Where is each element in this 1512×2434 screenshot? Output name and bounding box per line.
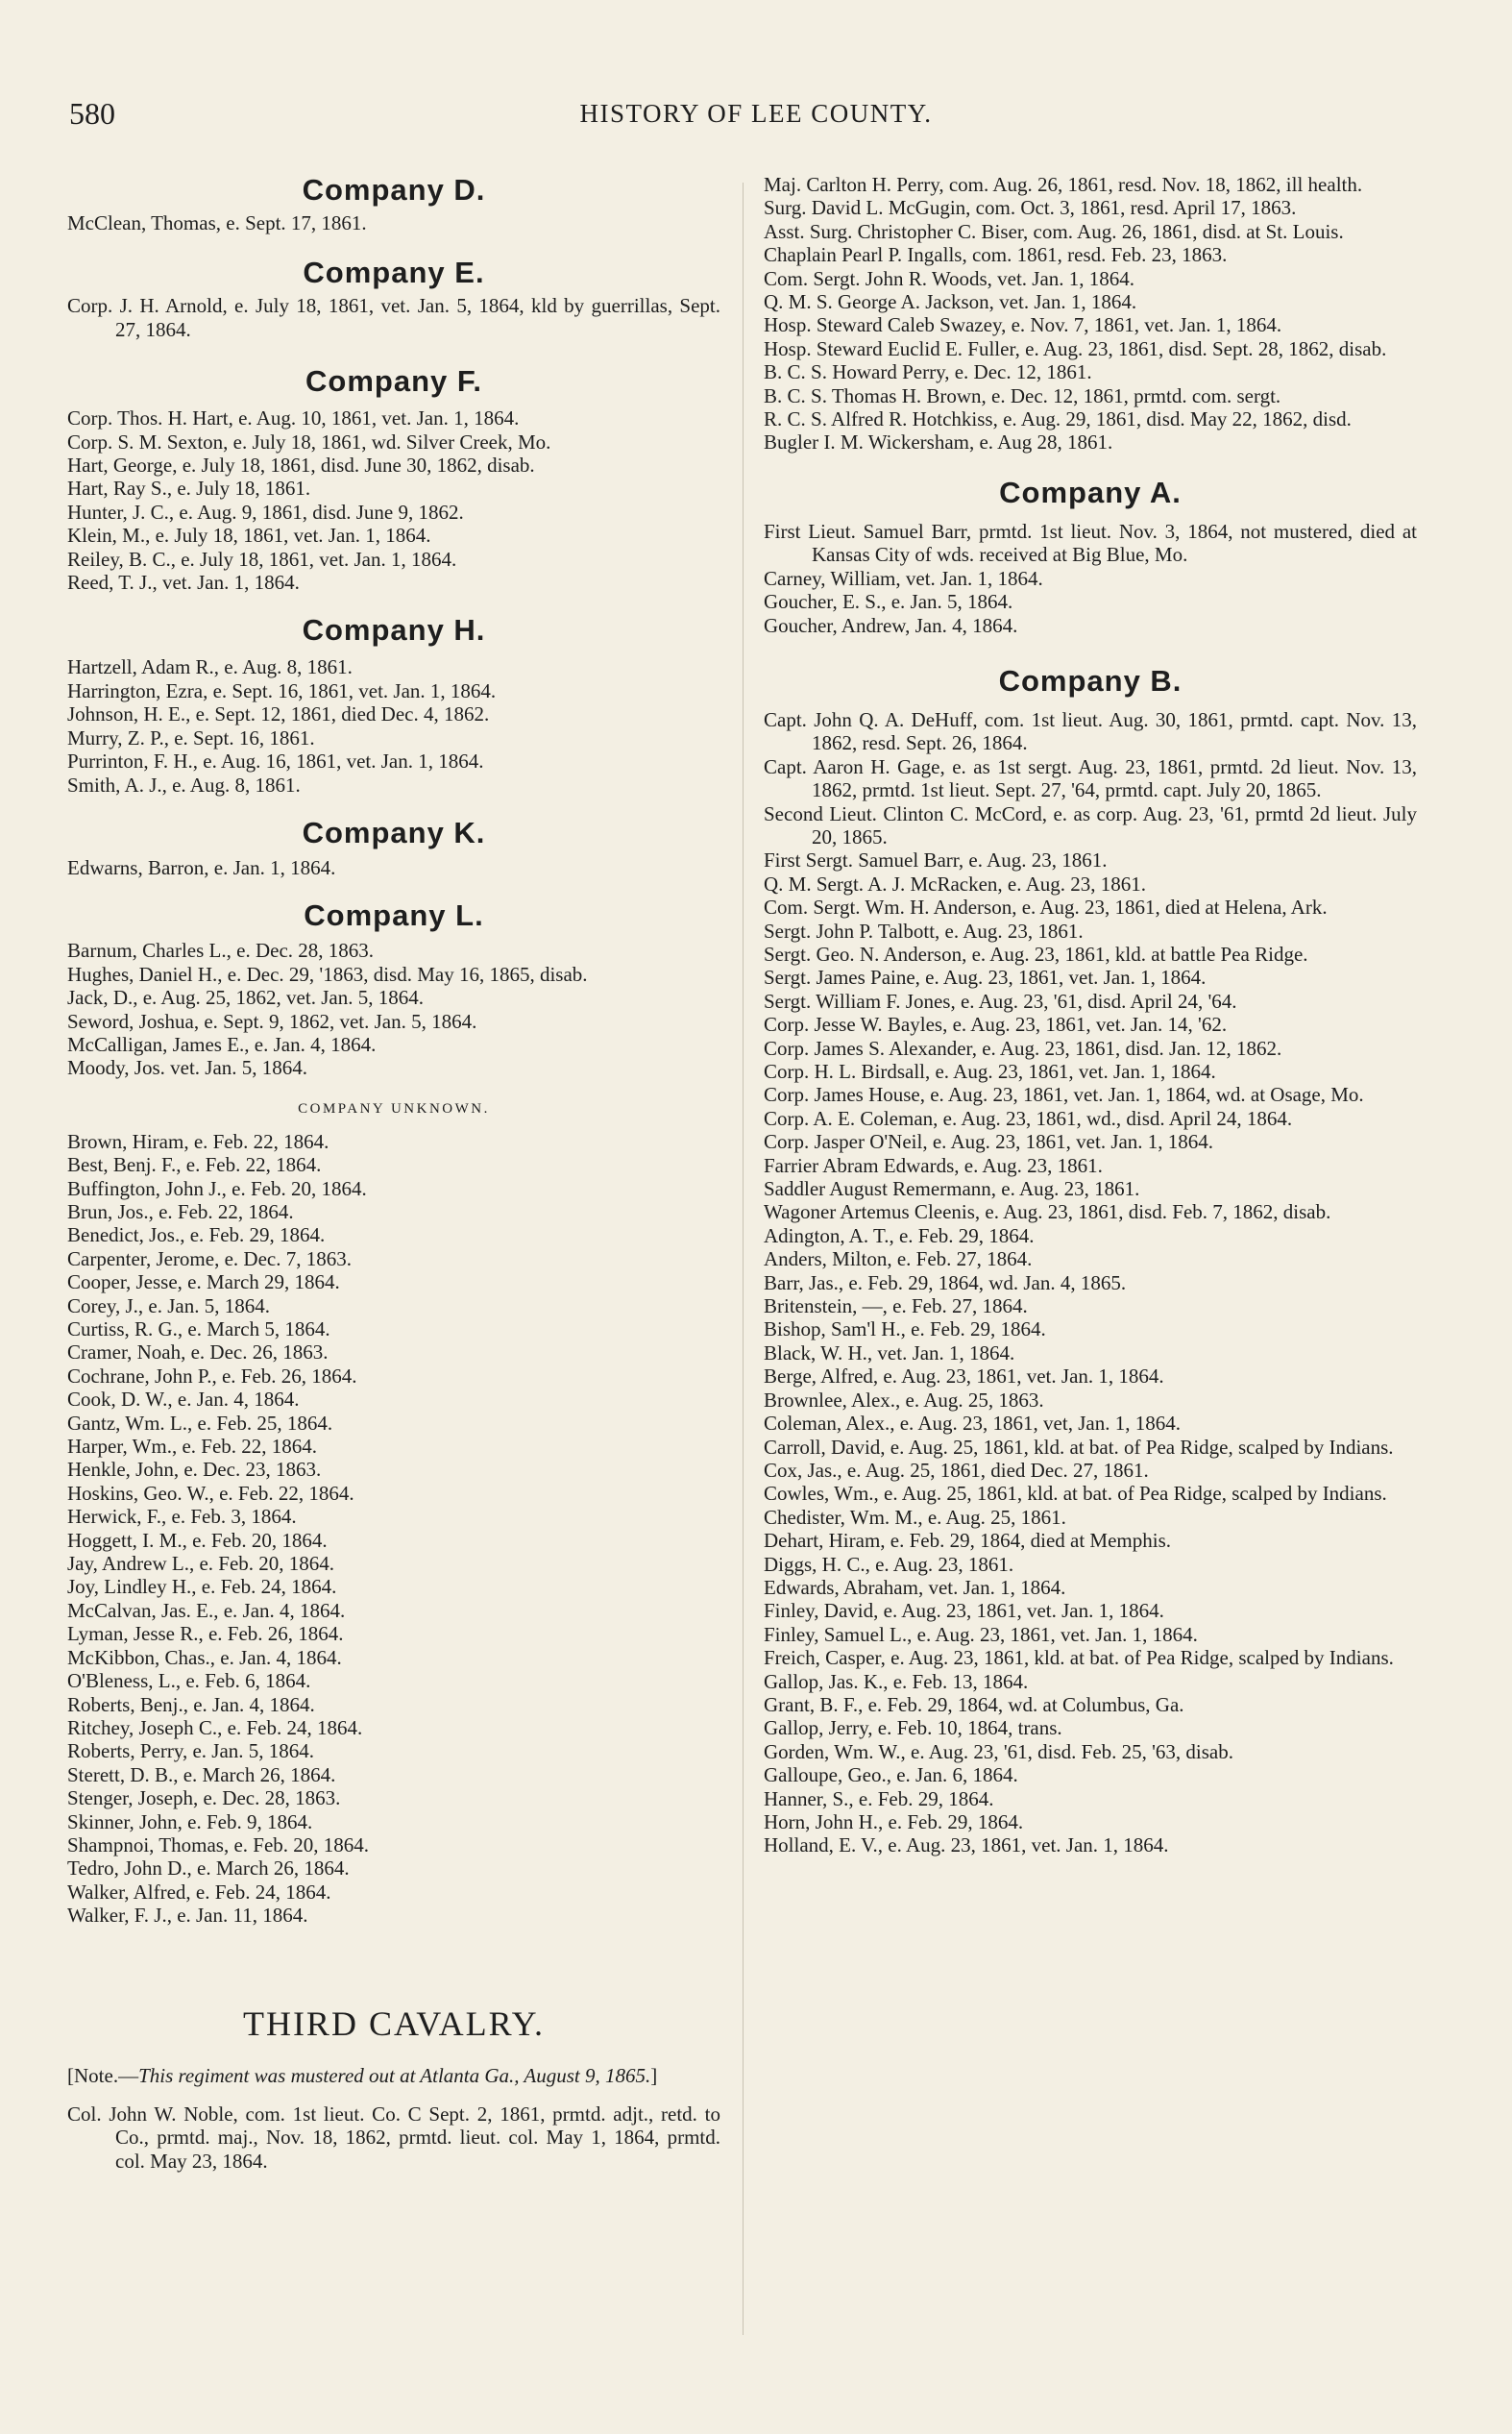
roster-entry: Berge, Alfred, e. Aug. 23, 1861, vet. Jan. 1, 1864. bbox=[764, 1365, 1164, 1389]
right-column bbox=[764, 171, 1417, 1857]
roster-entry: Q. M. S. George A. Jackson, vet. Jan. 1, 1864. bbox=[764, 290, 1137, 314]
company-e-list bbox=[67, 294, 720, 341]
note-text: This regiment was mustered out at Atlanta Ga., August 9, 1865. bbox=[138, 2063, 651, 2087]
roster-entry: Curtiss, R. G., e. March 5, 1864. bbox=[67, 1317, 330, 1340]
roster-entry: Finley, David, e. Aug. 23, 1861, vet. Jan. 1, 1864. bbox=[764, 1599, 1164, 1623]
roster-entry: Corp. Thos. H. Hart, e. Aug. 10, 1861, vet. Jan. 1, 1864. bbox=[67, 406, 520, 430]
roster-entry: Com. Sergt. Wm. H. Anderson, e. Aug. 23, 1861, died at Helena, Ark. bbox=[764, 896, 1328, 920]
roster-entry: Cox, Jas., e. Aug. 25, 1861, died Dec. 27, 1861. bbox=[764, 1458, 1149, 1482]
roster-entry: Edwarns, Barron, e. Jan. 1, 1864. bbox=[67, 855, 336, 879]
section-heading-company-unknown: COMPANY UNKNOWN. bbox=[298, 1100, 490, 1117]
roster-entry: Horn, John H., e. Feb. 29, 1864. bbox=[764, 1810, 1024, 1833]
roster-entry: Galloupe, Geo., e. Jan. 6, 1864. bbox=[764, 1763, 1018, 1787]
roster-entry: Hosp. Steward Euclid E. Fuller, e. Aug. 23, 1861, disd. Sept. 28, 1862, disab. bbox=[764, 336, 1387, 360]
roster-entry: Q. M. Sergt. A. J. McRacken, e. Aug. 23, 1861. bbox=[764, 872, 1147, 896]
section-heading-company-k: Company K. bbox=[302, 815, 486, 849]
roster-entry: Cowles, Wm., e. Aug. 25, 1861, kld. at bat. of Pea Ridge, scalped by Indians. bbox=[764, 1482, 1387, 1506]
roster-entry: Murry, Z. P., e. Sept. 16, 1861. bbox=[67, 725, 315, 750]
roster-entry: Sterett, D. B., e. March 26, 1864. bbox=[67, 1762, 336, 1786]
roster-entry: Corp. A. E. Coleman, e. Aug. 23, 1861, wd., disd. April 24, 1864. bbox=[764, 1106, 1293, 1130]
roster-entry: Best, Benj. F., e. Feb. 22, 1864. bbox=[67, 1153, 322, 1177]
roster-entry: Brownlee, Alex., e. Aug. 25, 1863. bbox=[764, 1388, 1044, 1412]
roster-entry: Hoskins, Geo. W., e. Feb. 22, 1864. bbox=[67, 1481, 354, 1505]
roster-entry: Wagoner Artemus Cleenis, e. Aug. 23, 1861, disd. Feb. 7, 1862, disab. bbox=[764, 1200, 1331, 1224]
section-heading-company-d: Company D. bbox=[302, 173, 486, 207]
roster-entry: Corp. James S. Alexander, e. Aug. 23, 1861, disd. Jan. 12, 1862. bbox=[764, 1036, 1282, 1060]
roster-entry: McKibbon, Chas., e. Jan. 4, 1864. bbox=[67, 1645, 342, 1669]
roster-entry: Corey, J., e. Jan. 5, 1864. bbox=[67, 1293, 270, 1317]
roster-entry: Reed, T. J., vet. Jan. 1, 1864. bbox=[67, 571, 300, 595]
roster-entry: Com. Sergt. John R. Woods, vet. Jan. 1, 1864. bbox=[764, 266, 1135, 290]
roster-entry: Johnson, H. E., e. Sept. 12, 1861, died Dec. 4, 1862. bbox=[67, 702, 490, 726]
section-heading-company-e: Company E. bbox=[303, 256, 485, 290]
roster-entry: Dehart, Hiram, e. Feb. 29, 1864, died at Memphis. bbox=[764, 1529, 1171, 1553]
roster-entry: Corp. Jesse W. Bayles, e. Aug. 23, 1861, vet. Jan. 14, '62. bbox=[764, 1013, 1228, 1037]
roster-entry: Hoggett, I. M., e. Feb. 20, 1864. bbox=[67, 1528, 328, 1552]
roster-entry: Surg. David L. McGugin, com. Oct. 3, 1861, resd. April 17, 1863. bbox=[764, 196, 1297, 220]
roster-entry: Reiley, B. C., e. July 18, 1861, vet. Jan. 1, 1864. bbox=[67, 547, 457, 571]
roster-entry: Cochrane, John P., e. Feb. 26, 1864. bbox=[67, 1364, 357, 1388]
note-suffix: ] bbox=[650, 2063, 658, 2087]
roster-entry: Holland, E. V., e. Aug. 23, 1861, vet. Jan. 1, 1864. bbox=[764, 1833, 1169, 1857]
roster-entry: B. C. S. Thomas H. Brown, e. Dec. 12, 1861, prmtd. com. sergt. bbox=[764, 383, 1281, 407]
roster-entry: Sergt. James Paine, e. Aug. 23, 1861, vet. Jan. 1, 1864. bbox=[764, 966, 1207, 990]
roster-entry: Chaplain Pearl P. Ingalls, com. 1861, resd. Feb. 23, 1863. bbox=[764, 243, 1228, 267]
roster-entry: McCalvan, Jas. E., e. Jan. 4, 1864. bbox=[67, 1598, 346, 1622]
roster-entry: Coleman, Alex., e. Aug. 23, 1861, vet, Jan. 1, 1864. bbox=[764, 1412, 1181, 1436]
roster-entry: Edwards, Abraham, vet. Jan. 1, 1864. bbox=[764, 1575, 1066, 1599]
roster-entry: Corp. H. L. Birdsall, e. Aug. 23, 1861, vet. Jan. 1, 1864. bbox=[764, 1060, 1216, 1083]
roster-entry: Corp. Jasper O'Neil, e. Aug. 23, 1861, vet. Jan. 1, 1864. bbox=[764, 1130, 1214, 1154]
roster-entry: Anders, Milton, e. Feb. 27, 1864. bbox=[764, 1247, 1033, 1271]
roster-entry: Benedict, Jos., e. Feb. 29, 1864. bbox=[67, 1223, 326, 1247]
roster-entry: Seword, Joshua, e. Sept. 9, 1862, vet. Jan. 5, 1864. bbox=[67, 1009, 477, 1033]
roster-entry: Harrington, Ezra, e. Sept. 16, 1861, vet. Jan. 1, 1864. bbox=[67, 678, 497, 702]
section-heading-company-h: Company H. bbox=[302, 613, 486, 648]
third-cavalry-list bbox=[67, 2102, 720, 2173]
roster-entry: O'Bleness, L., e. Feb. 6, 1864. bbox=[67, 1669, 311, 1693]
roster-entry: Hosp. Steward Caleb Swazey, e. Nov. 7, 1861, vet. Jan. 1, 1864. bbox=[764, 313, 1282, 337]
roster-entry: Joy, Lindley H., e. Feb. 24, 1864. bbox=[67, 1575, 337, 1599]
roster-entry: Hunter, J. C., e. Aug. 9, 1861, disd. June 9, 1862. bbox=[67, 500, 464, 524]
section-heading-company-a: Company A. bbox=[999, 475, 1182, 509]
roster-entry: Second Lieut. Clinton C. McCord, e. as corp. Aug. 23, '61, prmtd 2d lieut. July 20, 1865. bbox=[764, 801, 1417, 848]
roster-entry: Corp. S. M. Sexton, e. July 18, 1861, wd. Silver Creek, Mo. bbox=[67, 430, 551, 454]
roster-entry: Cook, D. W., e. Jan. 4, 1864. bbox=[67, 1388, 300, 1412]
roster-entry: Black, W. H., vet. Jan. 1, 1864. bbox=[764, 1340, 1015, 1365]
roster-entry: Carpenter, Jerome, e. Dec. 7, 1863. bbox=[67, 1246, 352, 1270]
roster-entry: Gorden, Wm. W., e. Aug. 23, '61, disd. Feb. 25, '63, disab. bbox=[764, 1739, 1233, 1763]
roster-entry: R. C. S. Alfred R. Hotchkiss, e. Aug. 29, 1861, disd. May 22, 1862, disd. bbox=[764, 407, 1352, 431]
roster-entry: McClean, Thomas, e. Sept. 17, 1861. bbox=[67, 211, 367, 234]
roster-entry: Farrier Abram Edwards, e. Aug. 23, 1861. bbox=[764, 1153, 1103, 1177]
page-header bbox=[69, 96, 1443, 135]
roster-entry: Klein, M., e. July 18, 1861, vet. Jan. 1, 1864. bbox=[67, 524, 431, 548]
company-k-list bbox=[67, 856, 720, 879]
roster-entry: McCalligan, James E., e. Jan. 4, 1864. bbox=[67, 1032, 377, 1056]
roster-entry: Capt. John Q. A. DeHuff, com. 1st lieut. Aug. 30, 1861, prmtd. capt. Nov. 13, 1862, resd. Sept. 26, 1864. bbox=[764, 707, 1417, 755]
roster-entry: B. C. S. Howard Perry, e. Dec. 12, 1861. bbox=[764, 360, 1092, 384]
roster-entry: Purrinton, F. H., e. Aug. 16, 1861, vet. Jan. 1, 1864. bbox=[67, 750, 484, 774]
roster-entry: Buffington, John J., e. Feb. 20, 1864. bbox=[67, 1176, 367, 1200]
roster-entry: Corp. James House, e. Aug. 23, 1861, vet. Jan. 1, 1864, wd. at Osage, Mo. bbox=[764, 1083, 1364, 1107]
roster-entry: Asst. Surg. Christopher C. Biser, com. Aug. 26, 1861, disd. at St. Louis. bbox=[764, 219, 1344, 243]
roster-entry: Hart, Ray S., e. July 18, 1861. bbox=[67, 477, 311, 501]
roster-entry: Sergt. Geo. N. Anderson, e. Aug. 23, 1861, kld. at battle Pea Ridge. bbox=[764, 942, 1308, 966]
roster-entry: Walker, Alfred, e. Feb. 24, 1864. bbox=[67, 1880, 331, 1904]
company-d-list bbox=[67, 211, 720, 234]
roster-entry: Hanner, S., e. Feb. 29, 1864. bbox=[764, 1786, 994, 1810]
roster-entry: Diggs, H. C., e. Aug. 23, 1861. bbox=[764, 1552, 1014, 1576]
running-title: HISTORY OF LEE COUNTY. bbox=[579, 99, 933, 128]
roster-entry: Hartzell, Adam R., e. Aug. 8, 1861. bbox=[67, 655, 353, 679]
roster-entry: Brown, Hiram, e. Feb. 22, 1864. bbox=[67, 1129, 329, 1153]
roster-entry: Roberts, Benj., e. Jan. 4, 1864. bbox=[67, 1692, 315, 1716]
roster-entry: Carney, William, vet. Jan. 1, 1864. bbox=[764, 566, 1043, 590]
roster-entry: Henkle, John, e. Dec. 23, 1863. bbox=[67, 1458, 322, 1482]
roster-entry: Cramer, Noah, e. Dec. 26, 1863. bbox=[67, 1340, 329, 1365]
roster-entry: Stenger, Joseph, e. Dec. 28, 1863. bbox=[67, 1786, 341, 1810]
company-b-list bbox=[764, 708, 1417, 1857]
roster-entry: Jay, Andrew L., e. Feb. 20, 1864. bbox=[67, 1552, 335, 1576]
roster-entry: First Lieut. Samuel Barr, prmtd. 1st lieut. Nov. 3, 1864, not mustered, died at Kansas City of wds. received at Big Blue, Mo. bbox=[764, 519, 1417, 567]
roster-entry: Smith, A. J., e. Aug. 8, 1861. bbox=[67, 773, 301, 797]
roster-entry: Capt. Aaron H. Gage, e. as 1st sergt. Aug. 23, 1861, prmtd. 2d lieut. Nov. 13, 1862, prmtd. 1st lieut. Sept. 27, '64, prmtd. capt. July 20, 1865. bbox=[764, 754, 1417, 802]
roster-entry: Bugler I. M. Wickersham, e. Aug 28, 1861. bbox=[764, 430, 1113, 455]
roster-entry: Grant, B. F., e. Feb. 29, 1864, wd. at Columbus, Ga. bbox=[764, 1692, 1184, 1716]
roster-entry: Col. John W. Noble, com. 1st lieut. Co. C Sept. 2, 1861, prmtd. adjt., retd. to Co., prmtd. maj., Nov. 18, 1862, prmtd. lieut. col. May 1, 1864, prmtd. col. May 23, 1864. bbox=[67, 2102, 720, 2173]
roster-entry: Saddler August Remermann, e. Aug. 23, 1861. bbox=[764, 1177, 1140, 1201]
roster-entry: Cooper, Jesse, e. March 29, 1864. bbox=[67, 1270, 340, 1294]
roster-entry: Gallop, Jas. K., e. Feb. 13, 1864. bbox=[764, 1669, 1029, 1693]
note-prefix: [Note.— bbox=[67, 2063, 139, 2087]
roster-entry: Finley, Samuel L., e. Aug. 23, 1861, vet. Jan. 1, 1864. bbox=[764, 1622, 1198, 1646]
company-f-list bbox=[67, 406, 720, 594]
roster-entry: Herwick, F., e. Feb. 3, 1864. bbox=[67, 1505, 297, 1529]
regiment-note bbox=[67, 2064, 720, 2087]
roster-entry: Barr, Jas., e. Feb. 29, 1864, wd. Jan. 4, 1865. bbox=[764, 1270, 1127, 1294]
roster-entry: Tedro, John D., e. March 26, 1864. bbox=[67, 1856, 350, 1881]
roster-entry: Shampnoi, Thomas, e. Feb. 20, 1864. bbox=[67, 1832, 370, 1856]
roster-entry: Walker, F. J., e. Jan. 11, 1864. bbox=[67, 1904, 308, 1928]
roster-entry: Freich, Casper, e. Aug. 23, 1861, kld. at bat. of Pea Ridge, scalped by Indians. bbox=[764, 1646, 1394, 1670]
roster-entry: Chedister, Wm. M., e. Aug. 25, 1861. bbox=[764, 1505, 1066, 1529]
company-l-list bbox=[67, 939, 720, 1079]
roster-entry: Lyman, Jesse R., e. Feb. 26, 1864. bbox=[67, 1622, 344, 1646]
column-divider bbox=[743, 183, 744, 2335]
roster-entry: Sergt. John P. Talbott, e. Aug. 23, 1861. bbox=[764, 919, 1084, 943]
page-number: 580 bbox=[69, 96, 115, 131]
company-a-list bbox=[764, 520, 1417, 637]
roster-entry: Barnum, Charles L., e. Dec. 28, 1863. bbox=[67, 939, 375, 963]
roster-entry: Ritchey, Joseph C., e. Feb. 24, 1864. bbox=[67, 1715, 363, 1739]
roster-entry: Hughes, Daniel H., e. Dec. 29, '1863, disd. May 16, 1865, disab. bbox=[67, 962, 588, 986]
section-heading-third-cavalry: THIRD CAVALRY. bbox=[242, 2004, 546, 2043]
roster-entry: Goucher, Andrew, Jan. 4, 1864. bbox=[764, 613, 1018, 637]
roster-entry: Britenstein, —, e. Feb. 27, 1864. bbox=[764, 1294, 1028, 1318]
section-heading-company-f: Company F. bbox=[305, 364, 482, 399]
company-unknown-list bbox=[67, 1130, 720, 1928]
roster-entry: Maj. Carlton H. Perry, com. Aug. 26, 1861, resd. Nov. 18, 1862, ill health. bbox=[764, 173, 1363, 196]
company-h-list bbox=[67, 655, 720, 796]
roster-entry: Carroll, David, e. Aug. 25, 1861, kld. at bat. of Pea Ridge, scalped by Indians. bbox=[764, 1435, 1394, 1459]
section-heading-company-b: Company B. bbox=[998, 663, 1183, 698]
roster-entry: Hart, George, e. July 18, 1861, disd. June 30, 1862, disab. bbox=[67, 454, 535, 478]
staff-list bbox=[764, 173, 1417, 455]
roster-entry: Brun, Jos., e. Feb. 22, 1864. bbox=[67, 1199, 294, 1223]
roster-entry: Goucher, E. S., e. Jan. 5, 1864. bbox=[764, 590, 1013, 614]
roster-entry: Jack, D., e. Aug. 25, 1862, vet. Jan. 5, 1864. bbox=[67, 986, 424, 1010]
roster-entry: Gantz, Wm. L., e. Feb. 25, 1864. bbox=[67, 1411, 333, 1435]
roster-entry: Harper, Wm., e. Feb. 22, 1864. bbox=[67, 1435, 318, 1459]
roster-entry: Moody, Jos. vet. Jan. 5, 1864. bbox=[67, 1056, 308, 1080]
left-column bbox=[67, 171, 720, 2173]
roster-entry: Skinner, John, e. Feb. 9, 1864. bbox=[67, 1809, 313, 1833]
roster-entry: Corp. J. H. Arnold, e. July 18, 1861, vet. Jan. 5, 1864, kld by guerrillas, Sept. 27, 1864. bbox=[67, 294, 720, 341]
roster-entry: First Sergt. Samuel Barr, e. Aug. 23, 1861. bbox=[764, 848, 1108, 873]
roster-entry: Bishop, Sam'l H., e. Feb. 29, 1864. bbox=[764, 1317, 1046, 1341]
roster-entry: Sergt. William F. Jones, e. Aug. 23, '61, disd. April 24, '64. bbox=[764, 989, 1237, 1013]
roster-entry: Roberts, Perry, e. Jan. 5, 1864. bbox=[67, 1739, 315, 1763]
roster-entry: Adington, A. T., e. Feb. 29, 1864. bbox=[764, 1223, 1035, 1247]
section-heading-company-l: Company L. bbox=[304, 898, 484, 933]
roster-entry: Gallop, Jerry, e. Feb. 10, 1864, trans. bbox=[764, 1716, 1062, 1740]
